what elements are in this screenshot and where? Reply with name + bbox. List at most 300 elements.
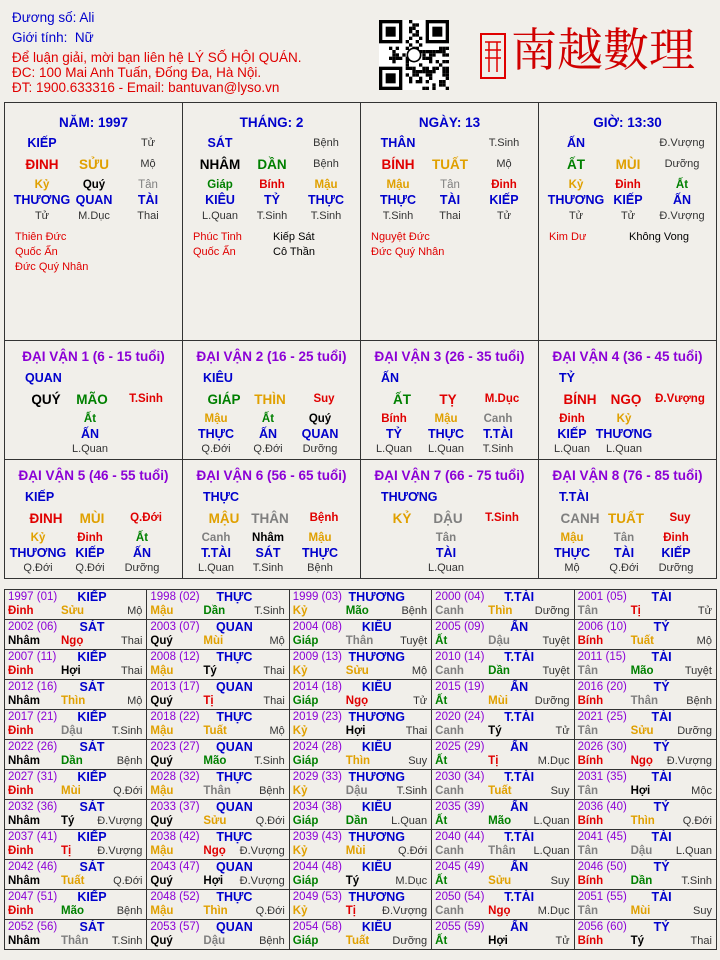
annual-stem: Nhâm [8, 755, 40, 767]
annual-ten-god: TÀI [651, 770, 672, 784]
annual-cell[interactable] [290, 890, 431, 919]
four-pillars-row [5, 103, 717, 341]
annual-ten-god: KIÊU [361, 860, 392, 874]
annual-cell[interactable] [432, 650, 573, 679]
annual-stem: Ất [435, 695, 448, 707]
pillar-r3-value: TỶ [264, 193, 280, 207]
annual-cell[interactable] [5, 740, 146, 769]
annual-phase: Mộ [127, 605, 143, 617]
pillar-r4-value: Tử [34, 210, 50, 222]
dai-van-cell [183, 341, 360, 459]
annual-year: 2009 (13) [292, 651, 343, 663]
annual-cell[interactable] [575, 830, 716, 859]
dai-van-r4-value: L.Quan [197, 562, 235, 574]
annual-stem: Nhâm [8, 935, 40, 947]
dai-van-cell [183, 460, 360, 578]
annual-stem: Bính [577, 875, 604, 887]
annual-branch: Ngọ [488, 905, 511, 917]
pillar-top-value: ẤN [566, 136, 586, 150]
annual-cell[interactable] [290, 830, 431, 859]
annual-branch: Tị [345, 905, 357, 917]
annual-cell[interactable] [432, 620, 573, 649]
annual-cell[interactable] [290, 920, 431, 949]
annual-stem: Bính [577, 815, 604, 827]
dai-van-r4-value: Bệnh [307, 562, 333, 574]
annual-cell[interactable] [575, 800, 716, 829]
annual-branch: Mão [630, 665, 654, 677]
annual-cell[interactable] [5, 680, 146, 709]
dai-van-title: ĐẠI VẬN 1 (6 - 15 tuổi) [22, 349, 165, 364]
annual-year: 2052 (56) [8, 921, 58, 933]
annual-stem: Canh [435, 665, 464, 677]
pillar-top-value: THÂN [380, 136, 416, 150]
annual-cell[interactable] [575, 650, 716, 679]
annual-cell[interactable] [5, 770, 146, 799]
annual-year: 2021 (25) [577, 711, 627, 723]
annual-ten-god: KIÊU [361, 680, 392, 694]
annual-cell[interactable] [575, 740, 716, 769]
annual-year: 2040 (44) [435, 831, 485, 843]
annual-cell[interactable] [432, 680, 573, 709]
annual-cell[interactable] [290, 860, 431, 889]
dai-van-r3-value: THỰC [553, 546, 591, 560]
pillar-r1-value: Mộ [496, 158, 512, 170]
pillar-title: NGÀY: 13 [418, 115, 481, 130]
annual-year: 2049 (53) [292, 891, 343, 903]
annual-ten-god: TỶ [653, 920, 670, 934]
annual-phase: Bệnh [116, 755, 143, 767]
annual-cell[interactable] [432, 710, 573, 739]
annual-phase: L.Quan [533, 845, 570, 857]
annual-branch: Ngọ [345, 695, 369, 707]
annual-branch: Sửu [203, 815, 227, 827]
annual-phase: T.Sinh [681, 875, 712, 887]
annual-phase: T.Sinh [254, 755, 285, 767]
annual-stem: Canh [435, 845, 464, 857]
annual-ten-god: TÀI [651, 650, 672, 664]
annual-year: 2007 (11) [8, 651, 57, 663]
pillar-r4-value: Tử [496, 210, 512, 222]
dai-van-r3-value: ẤN [80, 427, 100, 441]
dai-van-r3-value: THỰC [427, 427, 465, 441]
annual-phase: Mộ [127, 695, 143, 707]
annual-ten-god: SÁT [79, 620, 105, 634]
annual-branch: Dần [203, 605, 226, 617]
annual-cell[interactable] [432, 770, 573, 799]
pillar-r4-value: Đ.Vượng [659, 210, 705, 222]
annual-ten-god: TỶ [653, 620, 670, 634]
pillar-top-value: T.Sinh [488, 137, 520, 149]
annual-ten-god: KIẾP [77, 830, 107, 844]
annual-cell[interactable] [432, 890, 573, 919]
annual-year: 2038 (42) [150, 831, 200, 843]
annual-phase: Thai [405, 725, 428, 737]
annual-stem: Nhâm [8, 815, 40, 827]
annual-branch: Hợi [630, 785, 651, 797]
annual-branch: Hợi [345, 725, 366, 737]
dai-van-r4-value: T.Sinh [252, 562, 284, 574]
annual-cell[interactable] [5, 860, 146, 889]
pillar-top-value: Tử [140, 137, 156, 149]
annual-ten-god: ẤN [510, 740, 529, 754]
annual-stem: Ất [435, 815, 448, 827]
dai-van-r2-value: Mậu [204, 413, 228, 425]
annual-year: 2056 (60) [577, 921, 627, 933]
brand-seal-logo [479, 14, 701, 80]
dai-van-r4-value: Mộ [564, 562, 580, 574]
dai-van-row-2 [5, 460, 717, 579]
annual-year: 2045 (49) [435, 861, 485, 873]
annual-branch: Mùi [61, 785, 81, 797]
contact-phone-email: ĐT: 1900.633316 - Email: bantuvan@lyso.vn [12, 80, 280, 95]
annual-ten-god: ẤN [510, 800, 529, 814]
dai-van-r1-value: DẬU [433, 511, 463, 526]
pillar-note: Thiên Đức [15, 231, 67, 243]
annual-ten-god: KIÊU [361, 740, 392, 754]
pillar-r4-value: Tử [568, 210, 584, 222]
annual-cell[interactable] [147, 920, 288, 949]
annual-phase: M.Dục [395, 875, 428, 887]
contact-invite: Để luận giải, mời bạn liên hệ LÝ SỐ HỘI QUÁN. [12, 50, 302, 65]
annual-cell[interactable] [147, 740, 288, 769]
annual-phase: Tuyệt [542, 635, 570, 647]
annual-phase: Đ.Vượng [97, 815, 143, 827]
pillar-r3-value: KIÊU [205, 193, 235, 207]
annual-stem: Canh [435, 605, 464, 617]
dai-van-r4-value: Dưỡng [124, 562, 160, 574]
pillar-r2-value: Đinh [615, 179, 641, 191]
annual-phase: Mộc [691, 785, 712, 797]
annual-branch: Tuất [345, 935, 370, 947]
pillar-note: Đức Quý Nhân [15, 261, 89, 273]
annual-year: 2032 (36) [8, 801, 58, 813]
pillar-cell [5, 103, 182, 340]
annual-ten-god: KIẾP [77, 650, 107, 664]
annual-year: 2003 (07) [150, 621, 200, 633]
annual-phase: Dưỡng [392, 935, 428, 947]
annual-stem: Tân [577, 845, 599, 857]
annual-year: 2043 (47) [150, 861, 200, 873]
annual-stem: Kỷ [292, 905, 308, 917]
dai-van-ten-god: TỶ [559, 371, 575, 385]
pillar-note: Kim Dư [549, 231, 587, 243]
pillar-r1-value: MÙI [615, 157, 641, 172]
annual-cell[interactable] [575, 920, 716, 949]
annual-cell[interactable] [432, 860, 573, 889]
annual-year: 1999 (03) [292, 591, 343, 603]
pillar-r2-value: Kỷ [568, 179, 584, 191]
dai-van-r4-value: L.Quan [427, 443, 465, 455]
annual-phase: Đ.Vượng [239, 845, 285, 857]
dai-van-r2-value: Ất [83, 413, 97, 425]
dai-van-r2-value: Canh [201, 532, 231, 544]
dai-van-r4-value: Q.Đới [75, 562, 105, 574]
pillar-r1-value: Bệnh [313, 158, 339, 170]
dai-van-r4-value: L.Quan [375, 443, 413, 455]
annual-cell[interactable] [147, 830, 288, 859]
annual-ten-god: TÀI [651, 890, 672, 904]
annual-cell[interactable] [5, 800, 146, 829]
annual-year: 2050 (54) [435, 891, 485, 903]
annual-cell[interactable] [5, 620, 146, 649]
pillar-top-value: Đ.Vượng [659, 137, 705, 149]
annual-stem: Mậu [150, 725, 174, 737]
annual-cell[interactable] [290, 800, 431, 829]
annual-stem: Ất [435, 935, 448, 947]
annual-year: 2011 (15) [577, 651, 626, 663]
annual-cell[interactable] [575, 890, 716, 919]
annual-branch: Sửu [345, 665, 369, 677]
dai-van-title: ĐẠI VẬN 5 (46 - 55 tuổi) [18, 468, 169, 483]
annual-cell[interactable] [290, 680, 431, 709]
pillar-note: Quốc Ấn [15, 246, 58, 258]
dai-van-r2-value: Kỷ [616, 413, 632, 425]
annual-cell[interactable] [147, 680, 288, 709]
dai-van-r2-value: Ất [261, 413, 275, 425]
annual-stem: Đinh [8, 605, 34, 617]
dai-van-cell [5, 341, 182, 459]
annual-stem: Ất [435, 875, 448, 887]
pillar-r2-value: Giáp [207, 179, 233, 191]
annual-branch: Thân [488, 845, 516, 857]
annual-phase: Thai [263, 695, 285, 707]
annual-phase: T.Sinh [396, 785, 428, 797]
annual-cell[interactable] [5, 830, 146, 859]
dai-van-ten-god: THỰC [203, 490, 240, 504]
annual-ten-god: ẤN [510, 860, 529, 874]
pillar-note: Không Vong [629, 231, 689, 243]
annual-phase: Đ.Vượng [666, 755, 712, 767]
annual-stem: Tân [577, 605, 599, 617]
annual-ten-god: THƯƠNG [348, 590, 405, 604]
pillar-r1-value: TUẤT [432, 157, 468, 172]
dai-van-r1-value: QUÝ [31, 392, 61, 407]
dai-van-r1-value: ĐINH [29, 511, 63, 526]
dai-van-r1-value: MÙI [79, 511, 105, 526]
annual-branch: Tuất [488, 785, 512, 797]
annual-stem: Kỷ [292, 605, 308, 617]
annual-cell[interactable] [290, 620, 431, 649]
annual-cell[interactable] [5, 920, 146, 949]
pillar-r1-value: Mộ [140, 158, 156, 170]
pillar-note: Đức Quý Nhân [371, 246, 445, 258]
annual-ten-god: SÁT [79, 800, 105, 814]
annual-cell[interactable] [290, 740, 431, 769]
annual-cell[interactable] [432, 740, 573, 769]
pillar-r2-value: Tân [440, 179, 460, 191]
annual-branch: Tuất [203, 725, 227, 737]
dai-van-title: ĐẠI VẬN 6 (56 - 65 tuổi) [196, 468, 347, 483]
annual-ten-god: KIÊU [361, 620, 392, 634]
annual-branch: Thìn [203, 905, 228, 917]
annual-cell[interactable] [5, 890, 146, 919]
annual-cell[interactable] [575, 590, 716, 619]
annual-ten-god: THỰC [216, 830, 253, 844]
dai-van-r2-value: Đinh [663, 532, 689, 544]
annual-stem: Quý [150, 755, 173, 767]
annual-branch: Mão [345, 605, 369, 617]
dai-van-title: ĐẠI VẬN 4 (36 - 45 tuổi) [552, 349, 703, 364]
annual-branch: Tý [345, 875, 360, 887]
annual-ten-god: ẤN [510, 920, 529, 934]
pillar-r1-value: Dưỡng [664, 158, 700, 170]
annual-cell[interactable] [147, 770, 288, 799]
dai-van-r1-value: M.Dục [484, 393, 520, 405]
pillar-r4-value: M.Dục [78, 210, 110, 222]
dai-van-r3-value: TỶ [386, 427, 402, 441]
annual-ten-god: T.TÀI [504, 590, 535, 604]
annual-ten-god: KIẾP [77, 770, 107, 784]
annual-cell[interactable] [147, 590, 288, 619]
annual-ten-god: THỰC [216, 770, 253, 784]
pillar-r4-value: T.Sinh [256, 210, 288, 222]
dai-van-r3-value: THƯƠNG [595, 427, 653, 441]
annual-branch: Dần [630, 875, 653, 887]
gender-label: Giới tính: [12, 30, 68, 45]
qr-code-icon[interactable] [379, 20, 449, 90]
annual-branch: Mão [488, 815, 512, 827]
pillar-top-value: SÁT [207, 136, 233, 150]
dai-van-r4-value: Q.Đới [201, 443, 231, 455]
dai-van-r1-value: T.Sinh [485, 512, 519, 524]
annual-branch: Dậu [630, 845, 653, 857]
annual-year: 2048 (52) [150, 891, 200, 903]
gender-row [12, 30, 94, 46]
annual-ten-god: TÀI [651, 830, 672, 844]
annual-branch: Hợi [203, 875, 224, 887]
pillar-r3-value: QUAN [75, 193, 113, 207]
annual-phase: Đ.Vượng [382, 905, 428, 917]
annual-cell[interactable] [290, 770, 431, 799]
annual-stem: Giáp [292, 695, 319, 707]
pillar-top-value: KIẾP [27, 136, 57, 150]
annual-cell[interactable] [575, 770, 716, 799]
annual-cell[interactable] [432, 800, 573, 829]
annual-cell[interactable] [290, 590, 431, 619]
annual-phase: Suy [692, 905, 712, 917]
dai-van-ten-god: KIÊU [203, 371, 233, 385]
annual-luck-table [4, 589, 717, 950]
dai-van-r3-value: T.TÀI [201, 546, 231, 560]
annual-row [5, 920, 717, 950]
annual-stem: Quý [150, 935, 173, 947]
dai-van-ten-god: QUAN [25, 371, 62, 385]
annual-cell[interactable] [147, 650, 288, 679]
annual-branch: Tuất [630, 635, 654, 647]
annual-year: 2017 (21) [8, 711, 58, 723]
annual-phase: Dưỡng [534, 695, 570, 707]
annual-cell[interactable] [432, 590, 573, 619]
annual-cell[interactable] [5, 590, 146, 619]
annual-phase: Thai [690, 935, 712, 947]
annual-year: 2034 (38) [292, 801, 343, 813]
annual-cell[interactable] [147, 890, 288, 919]
annual-cell[interactable] [147, 710, 288, 739]
dai-van-r1-value: THÌN [254, 392, 286, 407]
annual-branch: Ngọ [203, 845, 226, 857]
annual-cell[interactable] [575, 710, 716, 739]
annual-stem: Mậu [150, 785, 174, 797]
dai-van-r4-value: L.Quan [553, 443, 591, 455]
annual-cell[interactable] [290, 710, 431, 739]
pillar-r2-value: Đinh [491, 179, 517, 191]
pillar-r4-value: Thai [137, 210, 159, 222]
dai-van-cell [361, 341, 538, 459]
annual-branch: Thìn [61, 695, 86, 707]
annual-stem: Bính [577, 695, 604, 707]
annual-cell[interactable] [5, 650, 146, 679]
annual-phase: Q.Đới [397, 845, 428, 857]
pillar-note: Quốc Ấn [193, 246, 236, 258]
annual-stem: Tân [577, 785, 599, 797]
pillar-r2-value: Tân [138, 179, 158, 191]
annual-phase: Q.Đới [113, 875, 143, 887]
annual-stem: Bính [577, 635, 604, 647]
annual-branch: Tị [630, 605, 641, 617]
annual-cell[interactable] [432, 830, 573, 859]
annual-stem: Bính [577, 935, 604, 947]
annual-cell[interactable] [5, 710, 146, 739]
annual-cell[interactable] [432, 920, 573, 949]
annual-year: 2041 (45) [577, 831, 627, 843]
dai-van-r3-value: ẤN [132, 546, 152, 560]
annual-cell[interactable] [147, 860, 288, 889]
annual-cell[interactable] [575, 860, 716, 889]
annual-ten-god: T.TÀI [504, 890, 535, 904]
annual-phase: Suy [550, 875, 570, 887]
annual-phase: Q.Đới [113, 785, 143, 797]
annual-phase: Tử [555, 725, 570, 737]
annual-phase: Bệnh [401, 605, 428, 617]
pillar-note: Kiếp Sát [273, 231, 315, 243]
annual-year: 2039 (43) [292, 831, 343, 843]
pillar-cell [539, 103, 716, 340]
dai-van-r2-value: Bính [381, 413, 407, 425]
annual-year: 2024 (28) [292, 741, 343, 753]
annual-cell[interactable] [147, 800, 288, 829]
annual-stem: Kỷ [292, 725, 308, 737]
annual-cell[interactable] [575, 680, 716, 709]
annual-cell[interactable] [147, 620, 288, 649]
pillar-r1-value: ĐINH [25, 157, 59, 172]
dai-van-r2-value: Ất [135, 532, 149, 544]
annual-ten-god: QUAN [215, 920, 253, 934]
annual-cell[interactable] [575, 620, 716, 649]
annual-year: 2055 (59) [435, 921, 485, 933]
pillar-r4-value: L.Quan [201, 210, 239, 222]
annual-branch: Thân [203, 785, 231, 797]
dai-van-r4-value: Q.Đới [253, 443, 283, 455]
dai-van-r1-value: Suy [669, 512, 691, 524]
dai-van-r3-value: TÀI [613, 546, 635, 560]
annual-ten-god: KIẾP [77, 590, 107, 604]
annual-branch: Dần [345, 815, 368, 827]
annual-stem: Kỷ [292, 845, 308, 857]
pillar-note: Phúc Tinh [193, 231, 242, 243]
annual-ten-god: T.TÀI [504, 650, 535, 664]
dai-van-r4-value: Q.Đới [609, 562, 639, 574]
annual-phase: T.Sinh [254, 605, 285, 617]
annual-phase: Bệnh [686, 695, 712, 707]
pillar-note: Nguyệt Đức [371, 231, 430, 243]
dai-van-r4-value: Dưỡng [658, 562, 694, 574]
annual-year: 2044 (48) [292, 861, 343, 873]
header [0, 0, 720, 102]
annual-cell[interactable] [290, 650, 431, 679]
annual-stem: Đinh [8, 665, 34, 677]
dai-van-r4-value: Q.Đới [23, 562, 53, 574]
annual-year: 2010 (14) [435, 651, 485, 663]
